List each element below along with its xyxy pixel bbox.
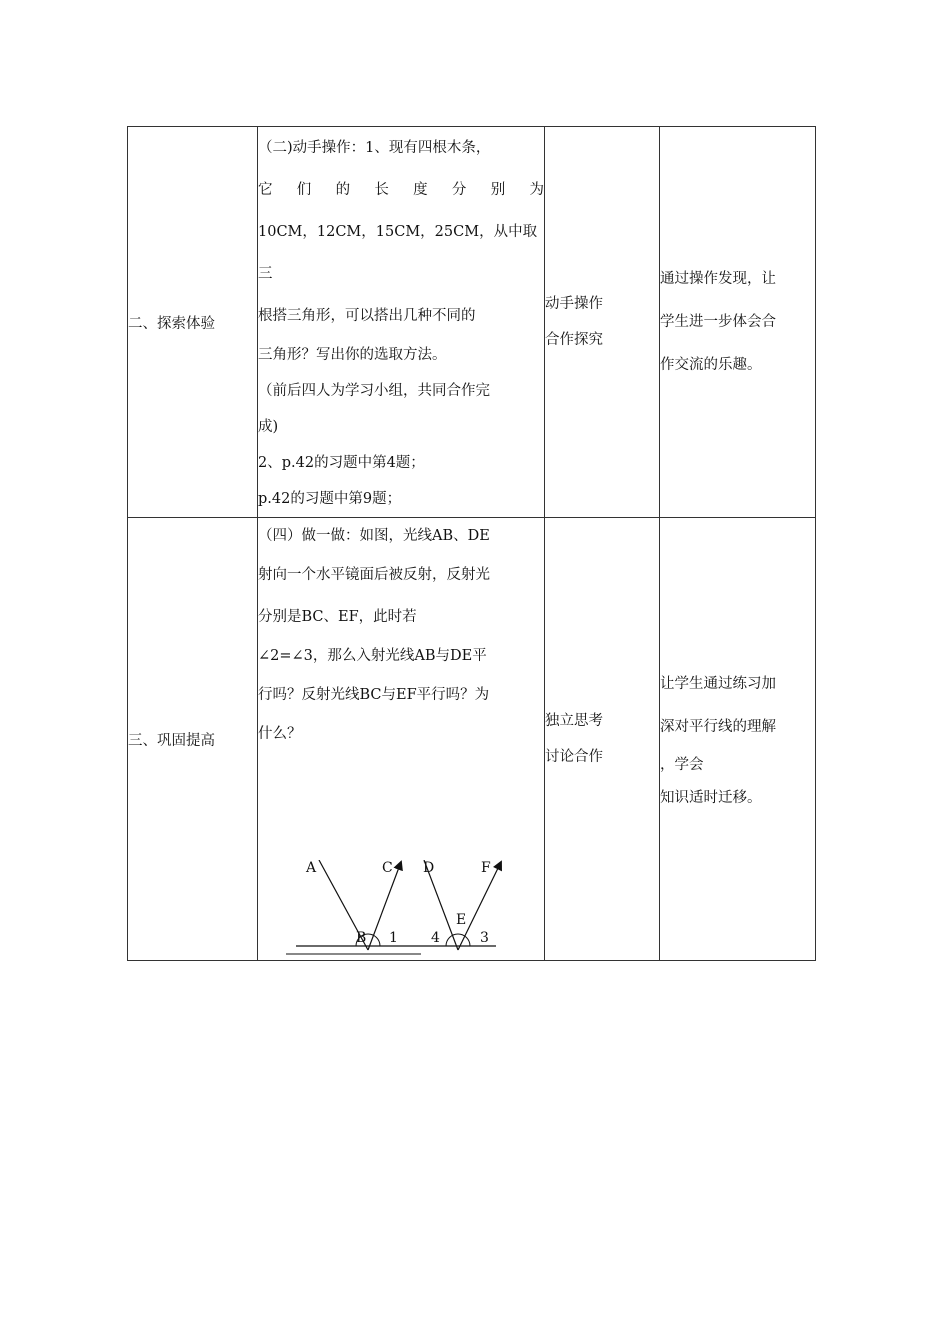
stage-cell: 二、探索体验 bbox=[128, 127, 258, 518]
label-d: D bbox=[423, 860, 435, 876]
content-line: 什么？ bbox=[258, 726, 302, 742]
lesson-plan-table bbox=[127, 126, 816, 961]
goal-line: 知识适时迁移。 bbox=[660, 790, 762, 806]
label-c: C bbox=[382, 860, 393, 876]
goal-line: 让学生通过练习加 bbox=[660, 676, 776, 692]
label-e: E bbox=[456, 912, 467, 928]
content-line: （前后四人为学习小组，共同合作完 bbox=[258, 383, 490, 399]
goal-line: ，学会 bbox=[660, 757, 704, 773]
goal-line: 学生进一步体会合 bbox=[660, 313, 776, 330]
goal-cell bbox=[660, 127, 816, 518]
label-3: 3 bbox=[480, 930, 489, 946]
goal-line: 作交流的乐趣。 bbox=[660, 356, 762, 373]
content-line: 分别是BC、EF，此时若 bbox=[258, 609, 417, 625]
content-cell bbox=[258, 127, 545, 518]
method-line: 独立思考 bbox=[545, 713, 603, 729]
label-1: 1 bbox=[389, 930, 398, 946]
content-line: 10CM，12CM，15CM，25CM，从中取三 bbox=[258, 224, 538, 282]
label-b: B bbox=[356, 930, 367, 946]
content-line: ∠2=∠3，那么入射光线AB与DE平 bbox=[258, 648, 487, 664]
content-line: 成) bbox=[258, 419, 279, 435]
label-4: 4 bbox=[431, 930, 440, 946]
goal-line: 深对平行线的理解 bbox=[660, 719, 776, 735]
table-row bbox=[128, 518, 816, 961]
table-row bbox=[128, 127, 816, 518]
content-line: 射向一个水平镜面后被反射，反射光 bbox=[258, 567, 490, 583]
content-cell bbox=[258, 518, 545, 961]
content-line: p.42的习题中第9题； bbox=[258, 491, 402, 507]
method-line: 合作探究 bbox=[545, 332, 603, 348]
stage-cell: 三、巩固提高 bbox=[128, 518, 258, 961]
content-line: 它们的长度分别为 bbox=[258, 182, 544, 198]
angle-arc bbox=[446, 934, 470, 946]
method-line: 动手操作 bbox=[545, 296, 603, 312]
method-cell bbox=[545, 127, 660, 518]
label-f: F bbox=[481, 860, 491, 876]
content-line: 根搭三角形，可以搭出几种不同的 bbox=[258, 308, 476, 324]
content-line: 三角形？写出你的选取方法。 bbox=[258, 347, 447, 363]
method-line: 讨论合作 bbox=[545, 749, 603, 765]
method-cell bbox=[545, 518, 660, 961]
reflection-diagram bbox=[286, 860, 526, 960]
label-a: A bbox=[306, 860, 317, 876]
goal-line: 通过操作发现，让 bbox=[660, 270, 776, 287]
content-line: （四）做一做：如图，光线AB、DE bbox=[258, 528, 490, 544]
content-line: 行吗？反射光线BC与EF平行吗？为 bbox=[258, 687, 490, 703]
content-line: 2、p.42的习题中第4题； bbox=[258, 455, 425, 471]
goal-cell bbox=[660, 518, 816, 961]
content-line: （二)动手操作：1、现有四根木条， bbox=[258, 140, 491, 156]
